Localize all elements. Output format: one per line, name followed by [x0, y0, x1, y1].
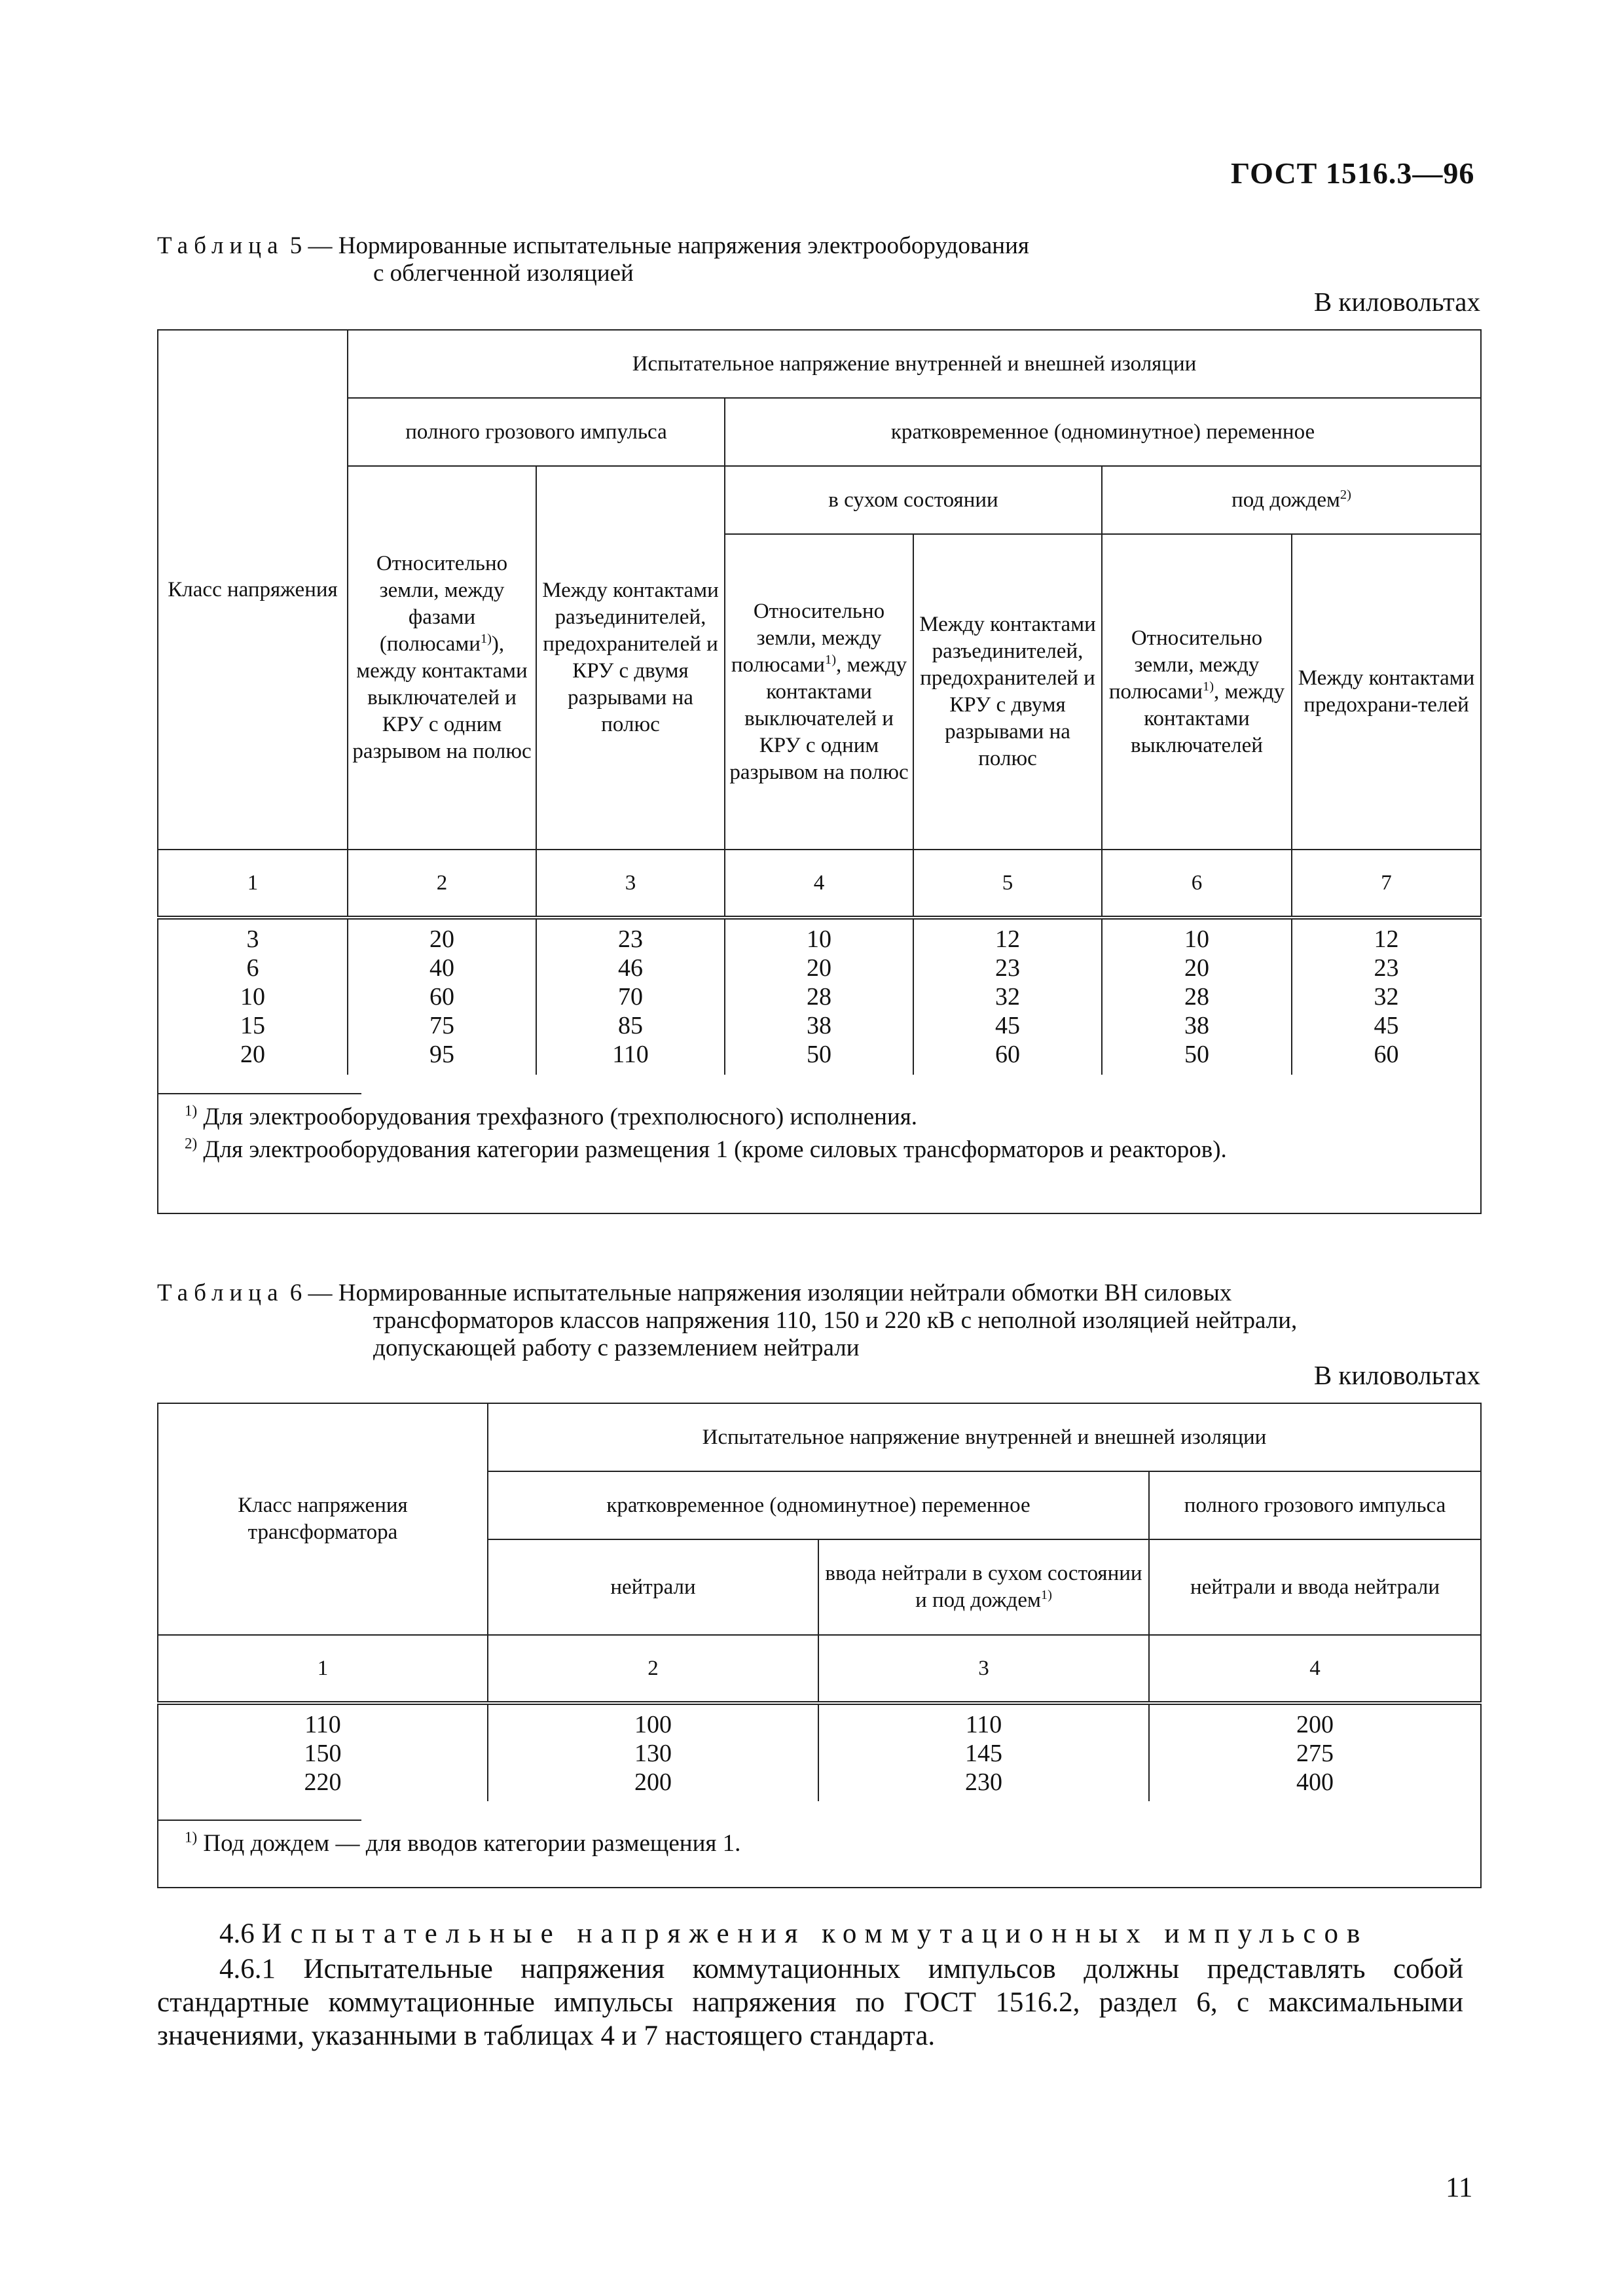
table5-class-header: Класс напряжения	[158, 330, 348, 850]
table5-short-term-header: кратковременное (одноминутное) переменное	[725, 398, 1481, 466]
table-cell-value: 110	[304, 1711, 341, 1738]
table-cell-value: 45	[1374, 1012, 1399, 1039]
table6-footnotes	[158, 1801, 1481, 1888]
table6-col4-header: нейтрали и ввода нейтрали	[1149, 1539, 1481, 1635]
table5-rain-header: под дождем$^{2)}$	[1102, 466, 1481, 534]
column-number: 4	[1149, 1635, 1481, 1703]
table6-caption-label: Таблица	[157, 1280, 284, 1306]
table-cell-value: 28	[807, 983, 831, 1011]
column-number: 5	[913, 850, 1102, 918]
section-paragraph	[157, 1952, 1463, 2053]
table-cell-value: 100	[634, 1711, 672, 1738]
table-cell-value: 60	[995, 1041, 1020, 1068]
table5-test-voltage-header: Испытательное напряжение внутренней и внешней изоляции	[348, 330, 1481, 398]
table-cell-value: 400	[1296, 1768, 1334, 1796]
table6-data-col	[1149, 1703, 1481, 1801]
column-number: 7	[1292, 850, 1481, 918]
table5-data-col	[158, 918, 348, 1075]
table-cell-value: 50	[807, 1041, 831, 1068]
column-number: 1	[158, 1635, 488, 1703]
table6-data-body	[158, 1703, 1481, 1801]
table-cell-value: 60	[429, 983, 454, 1011]
table6-caption	[157, 1280, 1231, 1307]
table-cell-value: 10	[1184, 925, 1209, 953]
table5-column-numbers	[158, 850, 1481, 918]
table-cell-value: 45	[995, 1012, 1020, 1039]
column-number: 1	[158, 850, 348, 918]
table5-caption-line2: с облегченной изоляцией	[373, 260, 634, 287]
table5-data-col	[348, 918, 536, 1075]
table-cell-value: 20	[1184, 954, 1209, 982]
table-cell-value: 275	[1296, 1740, 1334, 1767]
table5-col7-header: Между контактами предохрани-телей	[1292, 534, 1481, 850]
table5-data-col	[1102, 918, 1292, 1075]
table-cell-value: 40	[429, 954, 454, 982]
table-cell-value: 28	[1184, 983, 1209, 1011]
page-number: 11	[1446, 2172, 1473, 2203]
table-cell-value: 38	[1184, 1012, 1209, 1039]
table6-units: В киловольтах	[1313, 1360, 1480, 1390]
table5-data-col	[536, 918, 725, 1075]
table5-dry-header: в сухом состоянии	[725, 466, 1102, 534]
column-number: 2	[488, 1635, 818, 1703]
table-cell-value: 200	[634, 1768, 672, 1796]
column-number: 3	[536, 850, 725, 918]
table5-col5-header: Между контактами разъединителей, предохранителей и КРУ с двумя разрывами на полюс	[913, 534, 1102, 850]
paragraph-number: 4.6.1	[219, 1954, 276, 1984]
table5-full-lightning-header: полного грозового импульса	[348, 398, 725, 466]
table6-short-term-header: кратковременное (одноминутное) переменное	[488, 1471, 1149, 1539]
table-cell-value: 220	[304, 1768, 342, 1796]
table-cell-value: 15	[240, 1012, 265, 1039]
column-number: 4	[725, 850, 913, 918]
table-cell-value: 230	[965, 1768, 1002, 1796]
table-cell-value: 150	[304, 1740, 342, 1767]
table-cell-value: 50	[1184, 1041, 1209, 1068]
table-cell-value: 70	[618, 983, 643, 1011]
table-cell-value: 12	[1374, 925, 1399, 953]
table-cell-value: 145	[965, 1740, 1002, 1767]
section-heading	[219, 1918, 1368, 1950]
table-cell-value: 6	[246, 954, 259, 982]
table6-class-header: Класс напряжения трансформатора	[158, 1403, 488, 1635]
document-code: ГОСТ 1516.3—96	[1231, 156, 1475, 190]
table-cell-value: 85	[618, 1012, 643, 1039]
table6-test-voltage-header: Испытательное напряжение внутренней и внешней изоляции	[488, 1403, 1481, 1471]
table6-full-lightning-header: полного грозового импульса	[1149, 1471, 1481, 1539]
table5-col3-header: Между контактами разъединителей, предохранителей и КРУ с двумя разрывами на полюс	[536, 466, 725, 850]
column-number: 2	[348, 850, 536, 918]
table5-data-col	[725, 918, 913, 1075]
table-cell-value: 110	[965, 1711, 1002, 1738]
table-cell-value: 110	[612, 1041, 649, 1068]
section-number: 4.6	[219, 1918, 255, 1949]
table6-data-col	[818, 1703, 1149, 1801]
table5-col4-header: Относительно земли, между полюсами$^{1)}$, между контактами выключателей и КРУ с одним разрывом на полюс	[725, 534, 913, 850]
table5-units: В киловольтах	[1313, 287, 1480, 317]
table-cell-value: 75	[429, 1012, 454, 1039]
table5-caption-label: Таблица	[157, 232, 284, 259]
table6-caption-line3: допускающей работу с разземлением нейтрали	[373, 1335, 860, 1361]
footnote: $^{2)}$ Для электрооборудования категории размещения 1 (кроме силовых трансформаторов и реакторов).	[185, 1135, 1227, 1163]
table5-caption-line1: — Нормированные испытательные напряжения электрооборудования	[308, 232, 1029, 259]
table6-data-col	[488, 1703, 818, 1801]
table6-data-col	[158, 1703, 488, 1801]
table5-col6-header: Относительно земли, между полюсами$^{1)}$, между контактами выключателей	[1102, 534, 1292, 850]
table6-caption-line1: — Нормированные испытательные напряжения изоляции нейтрали обмотки ВН силовых	[308, 1280, 1232, 1306]
table6-col2-header: нейтрали	[488, 1539, 818, 1635]
table-cell-value: 95	[429, 1041, 454, 1068]
table-cell-value: 10	[240, 983, 265, 1011]
table-cell-value: 38	[807, 1012, 831, 1039]
table6-col3-header: ввода нейтрали в сухом состоянии и под дождем$^{1)}$	[818, 1539, 1149, 1635]
table-cell-value: 12	[995, 925, 1020, 953]
table5-col2-header: Относительно земли, между фазами (полюсами$^{1)}$), между контактами выключателей и КРУ с одним разрывом на полюс	[348, 466, 536, 850]
table5-footnotes	[158, 1075, 1481, 1213]
table5-data-body	[158, 918, 1481, 1075]
table-cell-value: 23	[1374, 954, 1399, 982]
table6-caption-line2: трансформаторов классов напряжения 110, 150 и 220 кВ с неполной изоляцией нейтрали,	[373, 1307, 1298, 1334]
column-number: 6	[1102, 850, 1292, 918]
table5-data-col	[1292, 918, 1481, 1075]
table-cell-value: 20	[429, 925, 454, 953]
table-cell-value: 32	[995, 983, 1020, 1011]
table5-caption	[157, 232, 1029, 260]
table-cell-value: 20	[807, 954, 831, 982]
table-cell-value: 23	[618, 925, 643, 953]
table-cell-value: 46	[618, 954, 643, 982]
table-cell-value: 200	[1296, 1711, 1334, 1738]
table-cell-value: 10	[807, 925, 831, 953]
table-cell-value: 60	[1374, 1041, 1399, 1068]
column-number: 3	[818, 1635, 1149, 1703]
table5-data-col	[913, 918, 1102, 1075]
table-cell-value: 23	[995, 954, 1020, 982]
table-cell-value: 20	[240, 1041, 265, 1068]
table6-column-numbers	[158, 1635, 1481, 1703]
table-cell-value: 32	[1374, 983, 1399, 1011]
footnote: $^{1)}$ Под дождем — для вводов категории размещения 1.	[185, 1829, 741, 1857]
table6	[157, 1403, 1482, 1888]
table5-caption-number: 5	[289, 232, 302, 259]
table6-caption-number: 6	[289, 1280, 302, 1306]
table-cell-value: 3	[246, 925, 259, 953]
table5	[157, 329, 1482, 1214]
paragraph-text: Испытательные напряжения коммутационных импульсов должны представлять собой стандартные коммутационные импульсы напряжения по ГОСТ 1516.2, раздел 6, с максимальными значениями, указанными в таблицах 4 и 7 настоящего стандарта.	[157, 1954, 1463, 2051]
footnote: $^{1)}$ Для электрооборудования трехфазного (трехполюсного) исполнения.	[185, 1102, 918, 1130]
section-title: Испытательные напряжения коммутационных импульсов	[261, 1918, 1369, 1949]
table-cell-value: 130	[634, 1740, 672, 1767]
